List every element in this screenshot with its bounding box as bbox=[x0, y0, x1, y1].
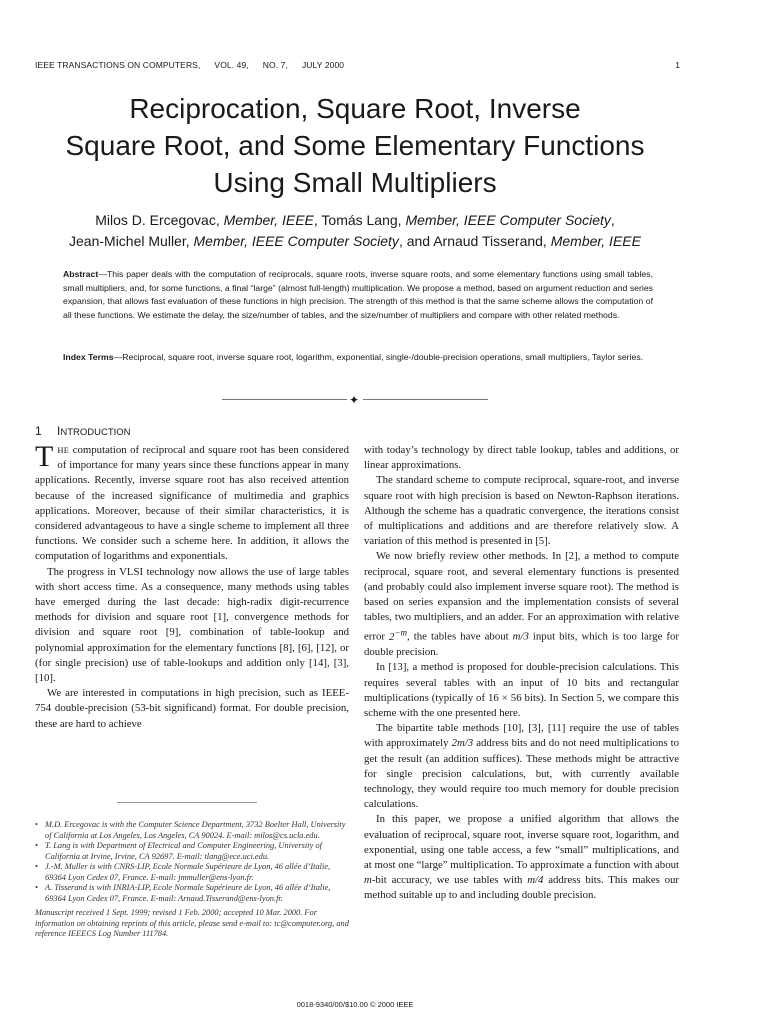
footnote-text: J.-M. Muller is with CNRS-LIP, Ecole Normale Supérieure de Lyon, 46 allée d’Italie, 69364 Lyon Cedex 07, France. E-mail: jmmuller@ens-lyon.fr. bbox=[45, 862, 331, 882]
footnote bbox=[35, 820, 349, 841]
drop-cap: T bbox=[35, 440, 54, 473]
manuscript-note: Manuscript received 1 Sept. 1999; revised 1 Feb. 2000; accepted 10 Mar. 2000. For information on obtaining reprints of this article, please send e-mail to: tc@computer.org, and reference IEEECS Log Number 111784. bbox=[35, 908, 349, 938]
journal-volume: VOL. 49, bbox=[214, 60, 249, 70]
paragraph-text: input bits, which is too large for double precision. bbox=[364, 631, 679, 659]
paragraph-text: address bits. This makes our method suitable up to and including double precision. bbox=[364, 874, 679, 902]
footnote-rule bbox=[117, 802, 257, 803]
paragraph-text: , the tables have about bbox=[407, 631, 513, 644]
abstract bbox=[63, 268, 653, 322]
journal-name: IEEE TRANSACTIONS ON COMPUTERS, bbox=[35, 60, 201, 70]
footnote-text: M.D. Ercegovac is with the Computer Science Department, 3732 Boelter Hall, University of California at Los Angeles, Los Angeles, CA 90024. E-mail: milos@cs.ucla.edu. bbox=[45, 820, 346, 840]
author-affiliation: Member, IEEE bbox=[550, 233, 641, 249]
math-fraction: 2m/3 bbox=[451, 737, 474, 750]
section-number: 1 bbox=[35, 424, 42, 438]
footnote bbox=[35, 883, 349, 904]
lead-smallcaps: HE bbox=[57, 445, 70, 455]
paragraph-text: -bit accuracy, we use tables with bbox=[371, 874, 528, 887]
paragraph bbox=[364, 660, 679, 721]
math-error-bound bbox=[389, 627, 408, 644]
paragraph-text: bits). In Section 5, we compare this scheme with the one presented here. bbox=[364, 691, 679, 720]
math-base: 2 bbox=[389, 631, 395, 644]
paragraph: We are interested in computations in high precision, such as IEEE-754 double-precision (53-bit significand) format. For double precision, these are hard to achieve bbox=[35, 687, 349, 730]
footnote bbox=[35, 841, 349, 862]
section-title-initial: I bbox=[57, 424, 61, 438]
author-affiliation: Member, IEEE Computer Society bbox=[405, 212, 611, 228]
index-terms-text: —Reciprocal, square root, inverse square root, logarithm, exponential, single-/double-precision operations, small multipliers, Taylor series. bbox=[113, 352, 644, 362]
author-separator: , bbox=[610, 212, 615, 228]
footnote bbox=[35, 862, 349, 883]
left-column bbox=[35, 440, 349, 732]
title-line: Reciprocation, Square Root, Inverse bbox=[129, 93, 581, 124]
footnote-text: T. Lang is with Department of Electrical and Computer Engineering, University of California at Irvine, Irvine, CA 92697. E-mail: tlang@ece.uci.edu. bbox=[45, 841, 322, 861]
author-affiliation: Member, IEEE bbox=[223, 212, 314, 228]
author-name: Milos D. Ercegovac, bbox=[95, 212, 224, 228]
divider-line-right bbox=[363, 399, 488, 400]
index-terms bbox=[63, 351, 653, 365]
abstract-label: Abstract bbox=[63, 269, 99, 279]
journal-number: NO. 7, bbox=[262, 60, 288, 70]
paragraph-text: We now briefly review other methods. In [2], a method to compute reciprocal, square root, and several elementary functions is presented (and probably could also implement inverse square root). The method is based on series expansion and the implementation consists of several tables, two multipliers, and an adder. For an approximation with relative error bbox=[364, 550, 679, 644]
footnote-text: A. Tisserand is with INRIA-LIP, Ecole Normale Supérieure de Lyon, 46 allée d’Italie, 69364 Lyon Cedex 07, France. E-mail: Arnaud.Tisserand@ens-lyon.fr. bbox=[45, 883, 331, 903]
math-dimension: 16 × 56 bbox=[488, 691, 522, 704]
section-title-rest: NTRODUCTION bbox=[60, 427, 131, 438]
paragraph bbox=[364, 812, 679, 903]
right-column bbox=[364, 443, 679, 904]
paragraph-text: In this paper, we propose a unified algorithm that allows the evaluation of reciprocal, square root, inverse square root, logarithm, and exponential, using one table access, a few “small” multiplications, and at most one “large” multiplication. To approximate a function with about bbox=[364, 813, 679, 872]
paragraph: The progress in VLSI technology now allows the use of large tables with short access time. As a consequence, many methods using tables have emerged during the last decade: high-radix digit-recurrence methods for division and square root [1], convergence methods for division and square root [9], combination of table-lookup and polynomial approximation for the elementary functions [8], [6], [12], or (for single precision) use of table-lookups and addition only [14], [3], [10]. bbox=[35, 565, 349, 685]
divider-line-left bbox=[222, 399, 347, 400]
title-line: Using Small Multipliers bbox=[213, 167, 497, 198]
page-number: 1 bbox=[675, 60, 680, 70]
abstract-text: —This paper deals with the computation of reciprocals, square roots, inverse square roots, and some elementary functions using small tables, small multipliers, and, for some functions, a final “large” (almost full-length) multiplication. We propose a method, based on argument reduction and series expansion, that allows fast evaluation of these functions in high precision. The strength of this method is that the same scheme allows the computation of all these functions. We estimate the delay, the size/number of tables, and the size/number of multipliers and compare with other related methods. bbox=[63, 269, 653, 320]
journal-date: JULY 2000 bbox=[301, 60, 345, 70]
paragraph-text: address bits and do not need multiplications to get the result (an addition suffices). These methods might be attractive for single precision calculations, but, with currently available technology, they would require too much memory for double precision calculations. bbox=[364, 737, 679, 811]
paragraph: The standard scheme to compute reciprocal, square-root, and inverse square root with high precision is based on Newton-Raphson iterations. Although the scheme has a quadratic convergence, the iterations consist of multiplications and additions and are therefore relatively slow. A variation of this method is presented in [5]. bbox=[364, 474, 679, 548]
copyright-line: 0018-9340/00/$10.00 © 2000 IEEE bbox=[296, 1000, 414, 1009]
paragraph bbox=[364, 721, 679, 812]
math-fraction: m/3 bbox=[512, 631, 529, 644]
author-name: Jean-Michel Muller, bbox=[69, 233, 194, 249]
diamond-ornament-icon: ✦ bbox=[349, 393, 360, 407]
paragraph-text: computation of reciprocal and square root has been considered of importance for many years since these functions appear in many applications. Recently, inverse square root has also received attention because of the increased significance of multimedia and graphics applications. Moreover, because of their similar characteristics, it is considered advantageous to have a single scheme to implement all three functions. We consider such a scheme here. In addition, it allows the computation of logarithms and exponentials. bbox=[35, 444, 349, 563]
author-line-2 bbox=[0, 231, 710, 252]
author-line-1 bbox=[0, 210, 710, 231]
paragraph-text: The bipartite table methods [10], [3], [11] require the use of tables with approximately bbox=[364, 722, 679, 750]
running-head bbox=[35, 60, 344, 70]
bullet-icon: • bbox=[35, 883, 38, 892]
author-list bbox=[0, 210, 710, 252]
bullet-icon: • bbox=[35, 820, 38, 829]
paragraph: with today’s technology by direct table lookup, tables and additions, or linear approximations. bbox=[364, 444, 679, 472]
math-fraction: m/4 bbox=[527, 874, 544, 887]
bullet-icon: • bbox=[35, 841, 38, 850]
math-variable: m bbox=[364, 874, 372, 887]
paragraph bbox=[35, 440, 349, 565]
footnotes bbox=[35, 820, 349, 940]
bullet-icon: • bbox=[35, 862, 38, 871]
author-name: , Tomás Lang, bbox=[313, 212, 406, 228]
section-divider bbox=[0, 393, 710, 407]
section-heading bbox=[35, 424, 131, 438]
math-exponent: −m bbox=[394, 627, 408, 638]
paragraph-text: In [13], a method is proposed for double-precision calculations. This requires several tables with an input of 10 bits and rectangular multiplications (typically of bbox=[364, 661, 679, 704]
author-name: , and Arnaud Tisserand, bbox=[398, 233, 551, 249]
title-line: Square Root, and Some Elementary Functions bbox=[65, 130, 645, 161]
paper-title bbox=[0, 90, 710, 201]
author-affiliation: Member, IEEE Computer Society bbox=[193, 233, 399, 249]
paragraph bbox=[364, 549, 679, 660]
index-terms-label: Index Terms bbox=[63, 352, 114, 362]
